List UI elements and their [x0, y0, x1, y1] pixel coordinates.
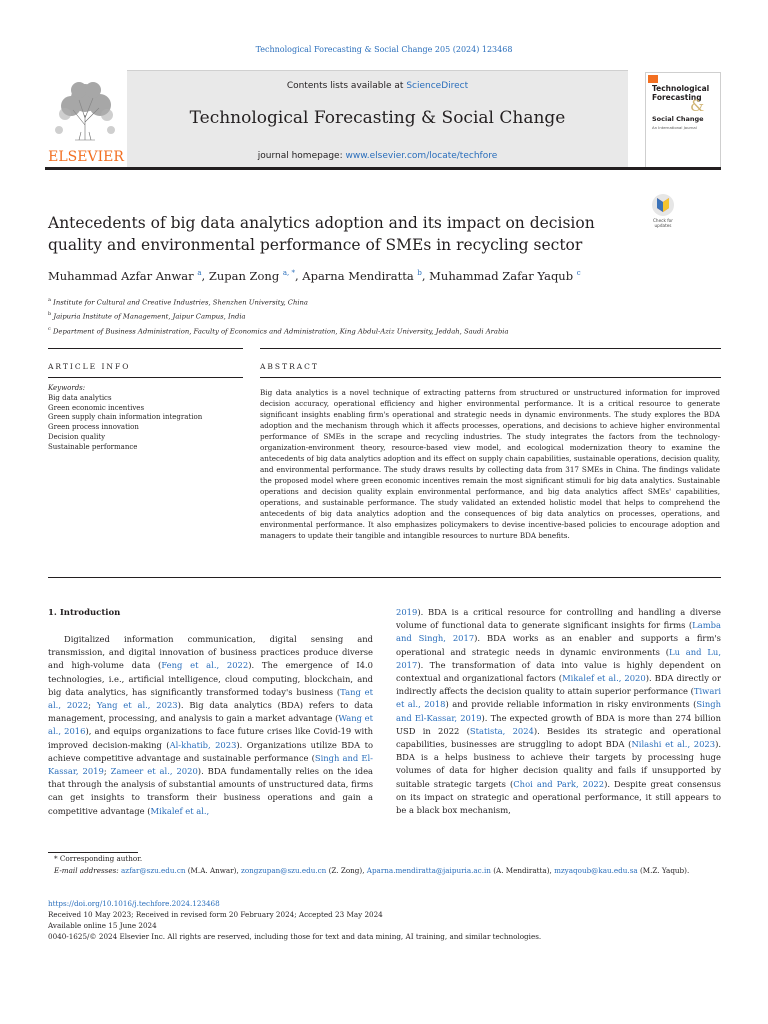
affiliation: $^a$ Institute for Cultural and Creative Industries, Shenzhen University, China [48, 297, 308, 307]
citation-link[interactable]: Lu and Lu, 2017 [396, 646, 721, 670]
affiliation: $^b$ Jaipuria Institute of Management, Jaipur Campus, India [48, 311, 246, 321]
journal-cover [645, 72, 721, 168]
body-text: ), and equips organizations to face future crises like Covid-19 with improved decision-making ( [48, 726, 373, 750]
citation-link[interactable]: Yang et al., 2023 [96, 700, 178, 711]
paper-title-line-1: Antecedents of big data analytics adoption and its impact on decision [48, 214, 595, 232]
keyword: Sustainable performance [48, 442, 138, 451]
body-text: ). The emergence of I4.0 technologies, i.e., artificial intelligence, cloud computing, blockchain, and big data analytics, has significantly transformed today's business ( [48, 660, 373, 697]
email-owner: (A. Mendiratta), [490, 865, 555, 875]
body-text: ). The transformation of data into value is highly dependent on contextual and organizational factors ( [396, 659, 721, 684]
check-for-updates-icon[interactable] [646, 192, 680, 230]
citation-link[interactable]: 2019 [396, 607, 418, 617]
citation-link[interactable]: Statista, 2024 [469, 725, 534, 736]
email-owner: (M.A. Anwar), [185, 865, 242, 875]
citation-link[interactable]: Tiwari et al., 2018 [396, 686, 721, 710]
contents-line [127, 81, 628, 91]
body-text: ). Organizations utilize BDA to achieve competitive advantage and sustainable performance ( [48, 739, 374, 763]
elsevier-logo [45, 70, 127, 166]
article-info-heading: ARTICLE INFO [48, 362, 131, 371]
author-name[interactable]: Muhammad Azfar Anwar [48, 269, 194, 283]
header-rule [45, 167, 721, 170]
journal-homepage [127, 151, 628, 161]
svg-text:Technological: Technological [652, 84, 710, 93]
body-text: ). Despite great consensus on its impact on strategic and operational performance, it still appears to be a black box mechanism, [396, 778, 721, 816]
homepage-link[interactable]: www.elsevier.com/locate/techfore [345, 151, 498, 161]
svg-text:Check for: Check for [653, 218, 673, 223]
keywords-label: Keywords: [48, 384, 86, 392]
citation-link[interactable]: Mikalef et al., [150, 805, 210, 816]
intro-column-right [396, 606, 721, 817]
svg-text:updates: updates [654, 223, 672, 228]
author-list: Muhammad Azfar Anwar $^a$, Zupan Zong $^{a, *}$, Aparna Mendiratta $^b$, Muhammad Zafar Yaqub $^c$ [48, 269, 581, 283]
citation-link[interactable]: Tang et al., 2022 [48, 686, 373, 711]
abstract-bottom-rule [48, 577, 721, 578]
body-text: ). BDA is a helps business to achieve their targets by processing huge volumes of data for higher decision quality and fails if unsupported by suitable strategic targets ( [396, 739, 721, 789]
keyword: Green process innovation [48, 423, 139, 432]
email-link[interactable]: mzyaqoub@kau.edu.sa [554, 865, 638, 875]
citation-link[interactable]: Mikalef et al., 2020 [562, 673, 646, 684]
copyright-line: 0040-1625/© 2024 Elsevier Inc. All rights are reserved, including those for text and data mining, AI training, and similar technologies. [48, 932, 542, 941]
email-link[interactable]: azfar@szu.edu.cn [121, 865, 186, 875]
body-text: ). BDA fundamentally relies on the idea that through the analysis of substantial amounts of unstructured data, firms can get insights to transform their business operations and gain a competitive advantage ( [48, 766, 374, 816]
keyword: Big data analytics [48, 393, 112, 402]
body-text: ). BDA is a critical resource for controlling and handling a diverse volume of functional data to generate significant insights for firms ( [396, 607, 721, 631]
email-link[interactable]: zongzupan@szu.edu.cn [241, 865, 327, 875]
homepage-label: journal homepage: [257, 151, 346, 161]
author-affiliation-marker[interactable]: a [197, 269, 202, 278]
author-name[interactable]: Aparna Mendiratta [302, 269, 414, 283]
doi-link[interactable]: https://doi.org/10.1016/j.techfore.2024.123468 [48, 899, 220, 908]
paper-title [48, 212, 628, 256]
abstract-heading: ABSTRACT [260, 362, 319, 371]
citation-link[interactable]: Nilashi et al., 2023 [631, 739, 716, 750]
abstract-top-rule [260, 377, 721, 378]
citation-link[interactable]: Al-khatib, 2023 [169, 739, 237, 750]
corresponding-author-note: * Corresponding author. [54, 854, 143, 863]
paper-title-line-2: quality and environmental performance of SMEs in recycling sector [48, 236, 583, 254]
sciencedirect-link[interactable]: ScienceDirect [406, 81, 469, 91]
abstract-rule [260, 348, 721, 349]
intro-column-left [48, 633, 373, 818]
abstract-text: Big data analytics is a novel technique of extracting patterns from structured or unstructured information for improved decision accuracy, operational efficiency and higher environmental performance. It is a critical resource to generate significant insights enabling firm's operational and strategic needs in dynamic environments. The study explores the BDA adoption and the mechanism through which it affects processes, operations, and decisions to achieve higher environmental performance of SMEs in the scrape and recycling industries. The study integrates the factors from the technology-organization-environment theory, resource-based view model, and ecological modernization theory to examine the antecedents of big data analytics adoption and its effect on supply chain capabilities, sustainable operations, decision quality, and environmental performance. The study draws results by collecting data from 317 SMEs in China. The findings validate the proposed model where green economic incentives remain the most significant stimuli for big data analytics. Sustainable operations and decision quality explain environmental performance, and big data analytics affect SMEs' capabilities, operations, and sustainable performance. The study validated an extended holistic model that helps to comprehend the antecedents of big data analytics adoption and the consequences of big data analytics on processes, operations, and environmental performance. It also emphasizes policymakers to devise incentive-based policies to encourage adoption and managers to update their tangible and intangible resources to nurture BDA benefits. [260, 388, 720, 540]
body-text: ; [103, 766, 111, 777]
keywords-section [48, 384, 248, 453]
journal-title: Technological Forecasting & Social Change [189, 108, 566, 128]
author-affiliation-marker[interactable]: a, * [282, 269, 295, 278]
citation-link[interactable]: Singh and El-Kassar, 2019 [48, 752, 373, 777]
keyword: Green economic incentives [48, 403, 145, 412]
email-owner: (M.Z. Yaqub). [639, 865, 690, 875]
body-text: ; [88, 700, 97, 711]
email-addresses [48, 865, 728, 877]
citation-link[interactable]: Zameer et al., 2020 [110, 766, 198, 777]
author-name[interactable]: Zupan Zong [208, 269, 280, 283]
citation-link[interactable]: Feng et al., 2022 [161, 660, 249, 671]
body-text: ). Big data analytics (BDA) refers to data management, processing, and analysis to gain a market advantage ( [48, 700, 374, 724]
email-link[interactable]: Aparna.mendiratta@jaipuria.ac.in [366, 865, 491, 875]
citation-link[interactable]: Lamba and Singh, 2017 [396, 620, 721, 644]
body-text: ). BDA directly or indirectly affects the decision quality to attain superior performance ( [396, 673, 721, 697]
publication-info [48, 898, 728, 942]
article-info-rule [48, 348, 243, 349]
keyword: Green supply chain information integration [48, 413, 203, 422]
author-name[interactable]: Muhammad Zafar Yaqub [429, 269, 574, 283]
citation-link[interactable]: Wang et al., 2016 [48, 713, 373, 737]
received-dates: Received 10 May 2023; Received in revised form 20 February 2024; Accepted 23 May 2024 [48, 910, 383, 919]
section-heading-introduction: 1. Introduction [48, 608, 121, 618]
body-text: ). Besides its strategic and operational capabilities, businesses are struggling to adopt BDA ( [396, 725, 721, 750]
author-affiliation-marker[interactable]: c [576, 269, 581, 278]
body-text: Digitalized information communication, digital sensing and transmission, and digital innovation of business practices produce diverse and high-volume data ( [48, 634, 373, 671]
citation-link[interactable]: Singh and El-Kassar, 2019 [396, 699, 721, 723]
affiliation: $^c$ Department of Business Administration, Faculty of Economics and Administration, King Abdul-Aziz University, Jeddah, Saudi Arabia [48, 325, 509, 335]
svg-text:Forecasting: Forecasting [652, 93, 702, 102]
body-text: ). The expected growth of BDA is more than 274 billion USD in 2022 ( [396, 712, 721, 736]
svg-text:An International Journal: An International Journal [652, 125, 697, 130]
svg-text:&: & [690, 96, 705, 115]
email-owner: (Z. Zong), [326, 865, 367, 875]
keyword: Decision quality [48, 432, 106, 441]
journal-reference[interactable]: Technological Forecasting & Social Change 205 (2024) 123468 [255, 45, 513, 54]
contents-prefix: Contents lists available at [286, 81, 407, 91]
elsevier-wordmark: ELSEVIER [48, 149, 124, 165]
body-text: ). BDA works as an enabler and supports a firm's operational and strategic needs in dynamic environments ( [396, 633, 721, 657]
svg-text:Social Change: Social Change [652, 115, 704, 123]
author-affiliation-marker[interactable]: b [417, 269, 422, 278]
online-date: Available online 15 June 2024 [48, 921, 157, 930]
body-text: ) and provide reliable information in risky environments ( [445, 699, 697, 710]
email-label: E-mail addresses: [54, 865, 119, 875]
keywords-rule [48, 377, 243, 378]
affiliation-list [48, 294, 698, 337]
citation-link[interactable]: Choi and Park, 2022 [513, 778, 605, 789]
footnotes [48, 853, 728, 876]
